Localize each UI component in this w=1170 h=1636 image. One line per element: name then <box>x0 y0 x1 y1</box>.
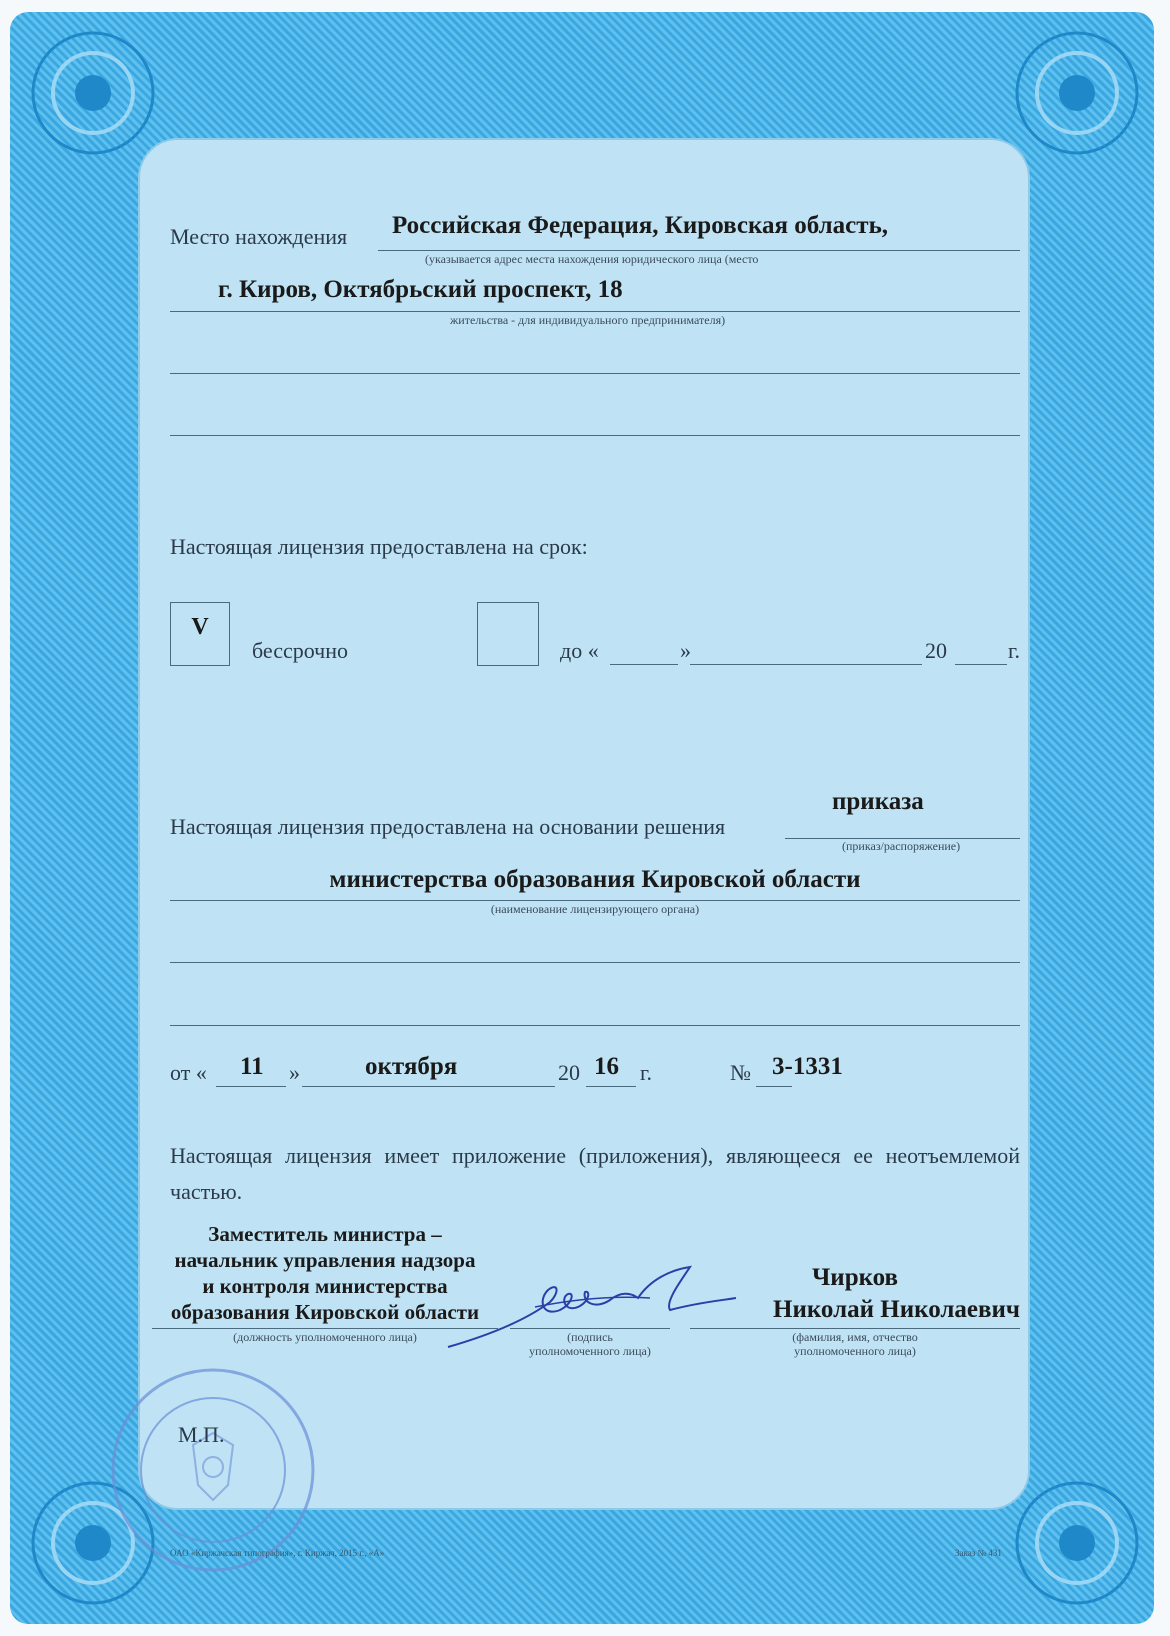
date-year-line <box>586 1086 636 1087</box>
date-month-line <box>302 1086 555 1087</box>
name-caption-1: (фамилия, имя, отчество <box>792 1330 918 1344</box>
until-year-suffix: г. <box>1008 638 1021 663</box>
location-underline-3 <box>170 373 1020 374</box>
until-close-quote: » <box>680 638 691 663</box>
position-line-4: образования Кировской области <box>170 1300 480 1324</box>
date-day-line <box>216 1086 286 1087</box>
location-underline-4 <box>170 435 1020 436</box>
position-line-1: Заместитель министра – <box>208 1222 442 1246</box>
checkbox-mark: V <box>191 614 209 640</box>
term-heading: Настоящая лицензия предоставлена на срок: <box>170 534 588 559</box>
location-underline-1 <box>378 250 1020 251</box>
location-line2: г. Киров, Октябрьский проспект, 18 <box>218 276 623 303</box>
basis-authority-caption: (наименование лицензирующего органа) <box>490 902 700 916</box>
until-checkbox <box>477 602 539 666</box>
date-from-prefix: от « <box>170 1060 207 1085</box>
basis-blank-line-2 <box>170 1025 1020 1026</box>
basis-doc-type: приказа <box>832 788 924 815</box>
signature-line <box>510 1328 670 1329</box>
mp-label: М.П. <box>178 1422 225 1447</box>
location-label: Место нахождения <box>170 224 348 249</box>
date-close-quote: » <box>289 1060 300 1085</box>
printer-info: ОАО «Киржачская типография», г. Киржач, 2015 г., «А» <box>170 1548 385 1558</box>
location-caption-1: (указывается адрес места нахождения юридического лица (место <box>425 252 759 266</box>
location-underline-2 <box>170 311 1020 312</box>
until-prefix: до « <box>560 638 599 663</box>
name-caption-2: уполномоченного лица) <box>794 1344 916 1358</box>
basis-authority: министерства образования Кировской области <box>329 866 861 893</box>
basis-authority-line <box>170 900 1020 901</box>
date-century: 20 <box>558 1060 580 1085</box>
basis-label: Настоящая лицензия предоставлена на основании решения <box>170 814 726 839</box>
date-year-suffix: г. <box>640 1060 653 1085</box>
position-line-2: начальник управления надзора <box>174 1248 476 1272</box>
date-month: октября <box>365 1053 458 1080</box>
basis-blank-line-1 <box>170 962 1020 963</box>
appendix-text: Настоящая лицензия имеет приложение (приложения), являющееся ее неотъемлемой частью. <box>170 1143 1020 1204</box>
signatory-name: Николай Николаевич <box>773 1296 1020 1323</box>
until-year-prefix: 20 <box>925 638 947 663</box>
corner-ornament-icon <box>18 18 168 168</box>
basis-doc-type-caption: (приказ/распоряжение) <box>842 839 961 853</box>
date-day: 11 <box>240 1053 264 1080</box>
license-number: 3-1331 <box>772 1053 843 1080</box>
signatory-surname: Чирков <box>811 1264 899 1291</box>
order-number: Заказ № 431 <box>955 1548 1002 1558</box>
corner-ornament-icon <box>1002 18 1152 168</box>
number-line <box>756 1086 792 1087</box>
until-month-line <box>690 664 922 665</box>
indefinite-label: бессрочно <box>252 638 349 663</box>
until-year-line <box>955 664 1007 665</box>
corner-ornament-icon <box>1002 1468 1152 1618</box>
name-line <box>690 1328 1020 1329</box>
position-caption: (должность уполномоченного лица) <box>233 1330 417 1344</box>
official-seal-icon <box>108 1365 318 1575</box>
until-day-line <box>610 664 678 665</box>
signature-caption-2: уполномоченного лица) <box>529 1344 651 1358</box>
position-line-3: и контроля министерства <box>202 1274 448 1298</box>
signature-caption-1: (подпись <box>567 1330 613 1344</box>
location-line1: Российская Федерация, Кировская область, <box>392 212 889 239</box>
number-sign: № <box>730 1060 751 1085</box>
date-year: 16 <box>594 1053 619 1080</box>
location-caption-2: жительства - для индивидуального предпринимателя) <box>450 313 726 327</box>
